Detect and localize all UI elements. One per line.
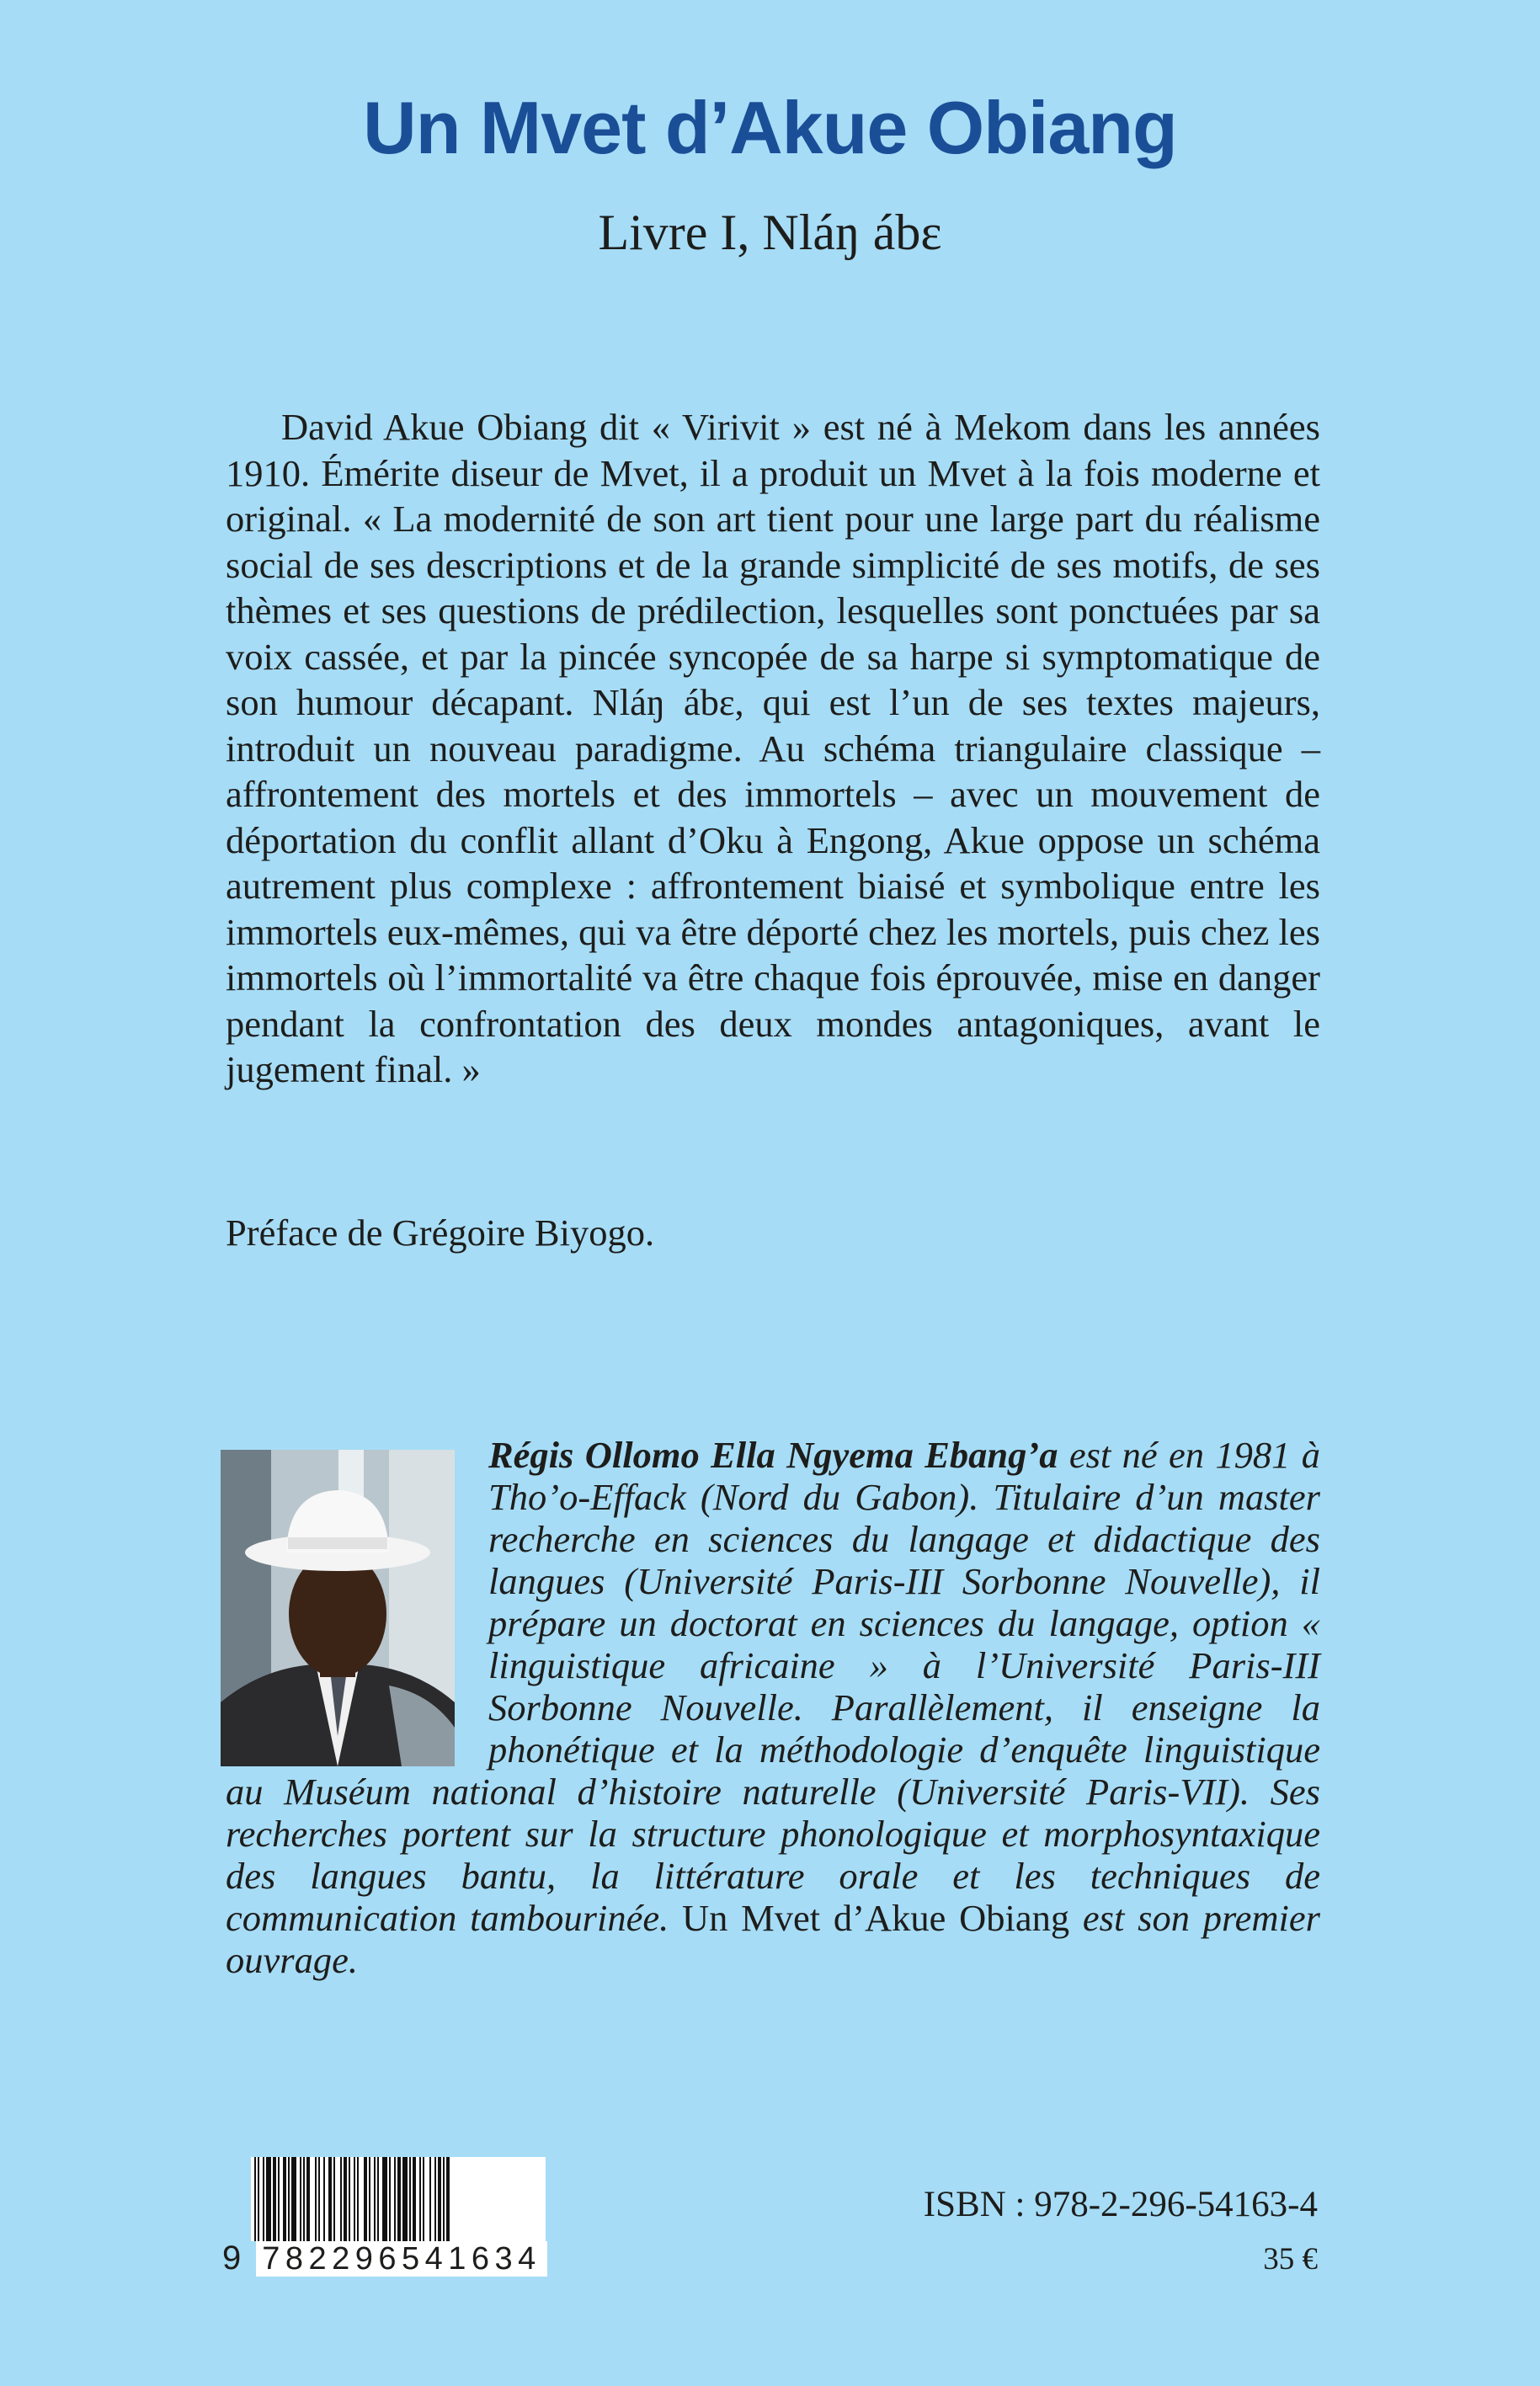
book-title: Un Mvet d’Akue Obiang — [363, 86, 1177, 169]
author-bio-text: est né en 1981 à Tho’o-Effack (Nord du Gabon). Titulaire d’un master recherche en sciences du langage et didactique des langues (Université Paris-III Sorbonne Nouvelle), il prépare un doctorat en sciences du langage, option « linguistique africaine » à l’Université Paris-III Sorbonne Nouvelle. Parallèlement, il enseigne la phonétique et la méthodologie d’enquête linguistique au Muséum national d’histoire naturelle (Université Paris-VII). Ses recherches portent sur la structure phonologique et morphosyntaxique des langues bantu, la littérature orale et les techniques de communication tambourinée. — [226, 1434, 1321, 1939]
barcode-bar — [291, 2157, 296, 2241]
barcode-icon — [251, 2157, 546, 2241]
barcode-bar — [434, 2157, 436, 2241]
author-name: Régis Ollomo Ella Ngyema Ebang’a — [488, 1434, 1058, 1476]
barcode-bar — [300, 2157, 301, 2241]
barcode-bar — [419, 2157, 421, 2241]
barcode-bar — [377, 2157, 379, 2241]
barcode-bar — [382, 2157, 387, 2241]
barcode-bar — [323, 2157, 325, 2241]
barcode-bar — [333, 2157, 335, 2241]
barcode-first-digit: 9 — [222, 2240, 242, 2277]
barcode-bar — [446, 2157, 450, 2241]
book-subtitle: Livre I, Nláŋ ábɛ — [598, 205, 942, 260]
photo-float-spacer — [226, 1434, 488, 1771]
barcode-bar — [318, 2157, 320, 2241]
author-bio — [226, 1434, 1320, 1981]
barcode-bar — [409, 2157, 411, 2241]
barcode-bar — [423, 2157, 424, 2241]
author-bio-ending: est son premier ouvrage. — [226, 1897, 1320, 1981]
barcode-bar — [273, 2157, 276, 2241]
isbn: ISBN : 978-2-296-54163-4 — [923, 2185, 1318, 2224]
barcode-bar — [328, 2157, 332, 2241]
barcode-bar — [283, 2157, 286, 2241]
barcode-bar — [429, 2157, 431, 2241]
barcode-bar — [315, 2157, 317, 2241]
preface-credit: Préface de Grégoire Biyogo. — [226, 1212, 655, 1254]
barcode-bar — [443, 2157, 445, 2241]
author-book-title: Un Mvet d’Akue Obiang — [682, 1897, 1070, 1939]
barcode-bar — [340, 2157, 342, 2241]
barcode-bar — [349, 2157, 350, 2241]
barcode-bar — [258, 2157, 259, 2241]
barcode-bar — [389, 2157, 391, 2241]
barcode — [216, 2157, 552, 2283]
barcode-bar — [306, 2157, 310, 2241]
blurb-paragraph: David Akue Obiang dit « Virivit » est né à Mekom dans les années 1910. Émérite diseur de Mvet, il a produit un Mvet à la fois moderne et original. « La modernité de son art tient pour une large part du réalisme social de ses descriptions et de la grande simplicité de ses motifs, de ses thèmes et ses questions de prédilection, lesquelles sont ponctuées par sa voix cassée, et par la pincée syncopée de sa harpe si symptomatique de son humour décapant. Nláŋ ábɛ, qui est l’un de ses textes majeurs, introduit un nouveau paradigme. Au schéma triangulaire classique – affrontement des mortels et des immortels – avec un mouvement de déportation du conflit allant d’Oku à Engong, Akue oppose un schéma autrement plus complexe : affrontement biaisé et symbolique entre les immortels eux-mêmes, qui va être déporté chez les mortels, puis chez les immortels où l’immortalité va être chaque fois éprouvée, mise en danger pendant la confrontation des deux mondes antagoniques, avant le jugement final. » — [226, 406, 1320, 1090]
barcode-bar — [254, 2157, 256, 2241]
barcode-bar — [369, 2157, 370, 2241]
barcode-bar — [354, 2157, 355, 2241]
barcode-bar — [438, 2157, 441, 2241]
barcode-bar — [394, 2157, 396, 2241]
barcode-bar — [357, 2157, 359, 2241]
barcode-bar — [374, 2157, 376, 2241]
barcode-bar — [303, 2157, 305, 2241]
barcode-digits: 782296541634 — [256, 2241, 547, 2277]
barcode-bar — [288, 2157, 290, 2241]
barcode-bar — [402, 2157, 408, 2241]
barcode-bars-box — [251, 2157, 546, 2241]
barcode-bar — [263, 2157, 264, 2241]
barcode-bar — [413, 2157, 416, 2241]
barcode-bar — [344, 2157, 347, 2241]
barcode-bar — [364, 2157, 367, 2241]
price: 35 € — [1263, 2242, 1318, 2277]
blurb — [226, 404, 1320, 1093]
barcode-bar — [266, 2157, 271, 2241]
barcode-bar — [278, 2157, 280, 2241]
barcode-bar — [397, 2157, 401, 2241]
